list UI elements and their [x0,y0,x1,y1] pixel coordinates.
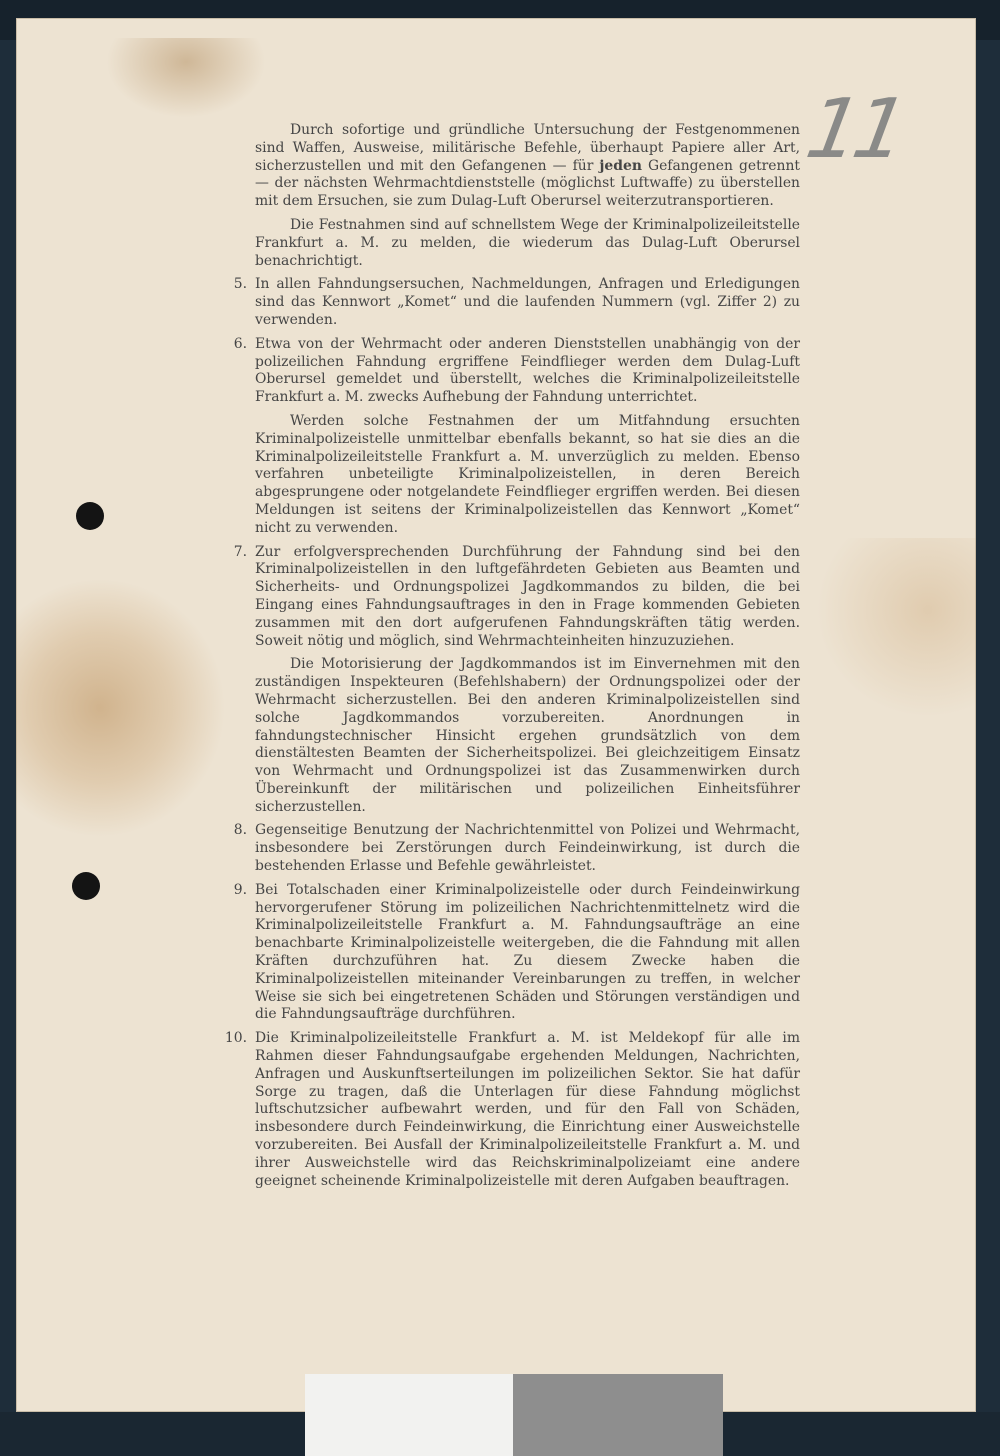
paragraph: Die Festnahmen sind auf schnellstem Wege der Kriminalpolizeileitstelle Frankfurt a. M. zu melden, die wiederum das Dulag-Luft Oberursel benachrichtigt. [255,216,800,269]
numbered-item-8 [233,822,800,875]
paper-stain [816,538,976,718]
item-number: 10. [224,1030,247,1047]
item-text: Etwa von der Wehrmacht oder anderen Dienststellen unabhängig von der polizeilichen Fahndung ergriffene Feindflieger werden dem Dulag-Luft Oberursel gemeldet und überstellt, welches die Kriminalpolizeileitstelle Frankfurt a. M. zwecks Aufhebung der Fahndung unterrichtet. [255,335,800,406]
numbered-item-9 [233,881,800,1024]
item-text: Gegenseitige Benutzung der Nachrichtenmittel von Polizei und Wehrmacht, insbesondere bei Zerstörungen durch Feindeinwirkung, ist durch die bestehenden Erlasse und Befehle gewährleistet. [255,822,800,875]
item-text: Zur erfolgversprechenden Durchführung der Fahndung sind bei den Kriminalpolizeistellen in den luftgefährdeten Gebieten aus Beamten und Sicherheits- und Ordnungspolizei Jagdkommandos zu bilden, die bei Eingang eines Fahndungsauftrages in den in Frage kommenden Gebieten zusammen mit den dort aufgerufenen Fahndungskräften tätig werden. Soweit nötig und möglich, sind Wehrmachteinheiten hinzuzuziehen. [255,543,800,649]
paper-stain [16,578,226,838]
color-calibration-white [305,1374,513,1456]
item-text: Bei Totalschaden einer Kriminalpolizeistelle oder durch Feindeinwirkung hervorgerufener Störung im polizeilichen Nachrichtenmittelnetz wird die Kriminalpolizeileitstelle Frankfurt a. M. Fahndungsaufträge an eine benachbarte Kriminalpolizeistelle weitergeben, die die Fahndung mit allen Kräften durchzuführen hat. Zu diesem Zwecke haben die Kriminalpolizeistellen miteinander Vereinbarungen zu treffen, in welcher Weise sie sich bei eingetretenen Schäden und Störungen verständigen und die Fahndungsaufträge durchführen. [255,881,800,1023]
item-number: 5. [233,276,247,293]
item-number: 9. [233,881,247,898]
numbered-item-5 [233,276,800,329]
color-calibration-grey [513,1374,723,1456]
item-number: 6. [233,335,247,352]
numbered-item-7 [233,543,800,817]
paragraph: Durch sofortige und gründliche Untersuchung der Festgenommenen sind Waffen, Ausweise, militärische Befehle, überhaupt Papiere aller Art, sicherzustellen und mit den Gefangenen — für jeden Gefangenen getrennt — der nächsten Wehrmachtdienststelle (möglichst Luftwaffe) zu überstellen mit dem Ersuchen, sie zum Dulag-Luft Oberursel weiterzutransportieren. [255,122,800,210]
item-subparagraph: Die Motorisierung der Jagdkommandos ist im Einvernehmen mit den zuständigen Inspekteuren (Befehlshabern) der Ordnungspolizei oder der Wehrmacht sicherzustellen. Bei den anderen Kriminalpolizeistellen sind solche Jagdkommandos vorzubereiten. Anordnungen in fahndungstechnischer Hinsicht ergehen grundsätzlich von dem dienstältesten Beamten der Sicherheitspolizei. Bei gleichzeitigem Einsatz von Wehrmacht und Ordnungspolizei ist das Zusammenwirken durch Übereinkunft der militärischen und polizeilichen Einheitsführer sicherzustellen. [255,656,800,815]
item-text: Die Kriminalpolizeileitstelle Frankfurt a. M. ist Meldekopf für alle im Rahmen dieser Fahndungsaufgabe ergehenden Meldungen, Nachrichten, Anfragen und Auskunftserteilungen im polizeilichen Sektor. Sie hat dafür Sorge zu tragen, daß die Unterlagen für diese Fahndung möglichst luftschutzsicher aufbewahrt werden, und für den Fall von Schäden, insbesondere durch Feindeinwirkung, die Einrichtung einer Ausweichstelle vorzubereiten. Bei Ausfall der Kriminalpolizeileitstelle Frankfurt a. M. und ihrer Ausweichstelle wird das Reichskriminalpolizeiamt eine andere geeignet scheinende Kriminalpolizeistelle mit deren Aufgaben beauftragen. [255,1030,800,1189]
numbered-item-10 [224,1030,800,1190]
item-subparagraph: Werden solche Festnahmen der um Mitfahndung ersuchten Kriminalpolizeistelle unmittelbar ebenfalls bekannt, so hat sie dies an die Kriminalpolizeileitstelle Frankfurt a. M. unverzüglich zu melden. Ebenso verfahren unbeteiligte Kriminalpolizeistellen, in deren Bereich abgesprungene oder notgelandete Feindflieger ergriffen werden. Bei diesen Meldungen ist seitens der Kriminalpolizeistellen das Kennwort „Komet“ nicht zu verwenden. [255,412,800,536]
item-text: In allen Fahndungsersuchen, Nachmeldungen, Anfragen und Erledigungen sind das Kennwort „Komet“ und die laufenden Nummern (vgl. Ziffer 2) zu verwenden. [255,276,800,328]
numbered-item-6 [233,335,800,538]
item-number: 8. [233,822,247,839]
handwritten-page-number: 11 [799,82,909,177]
paper-stain [106,38,266,118]
item-number: 7. [233,543,247,560]
punch-hole [76,502,104,530]
document-body [224,122,800,1196]
punch-hole [72,872,100,900]
